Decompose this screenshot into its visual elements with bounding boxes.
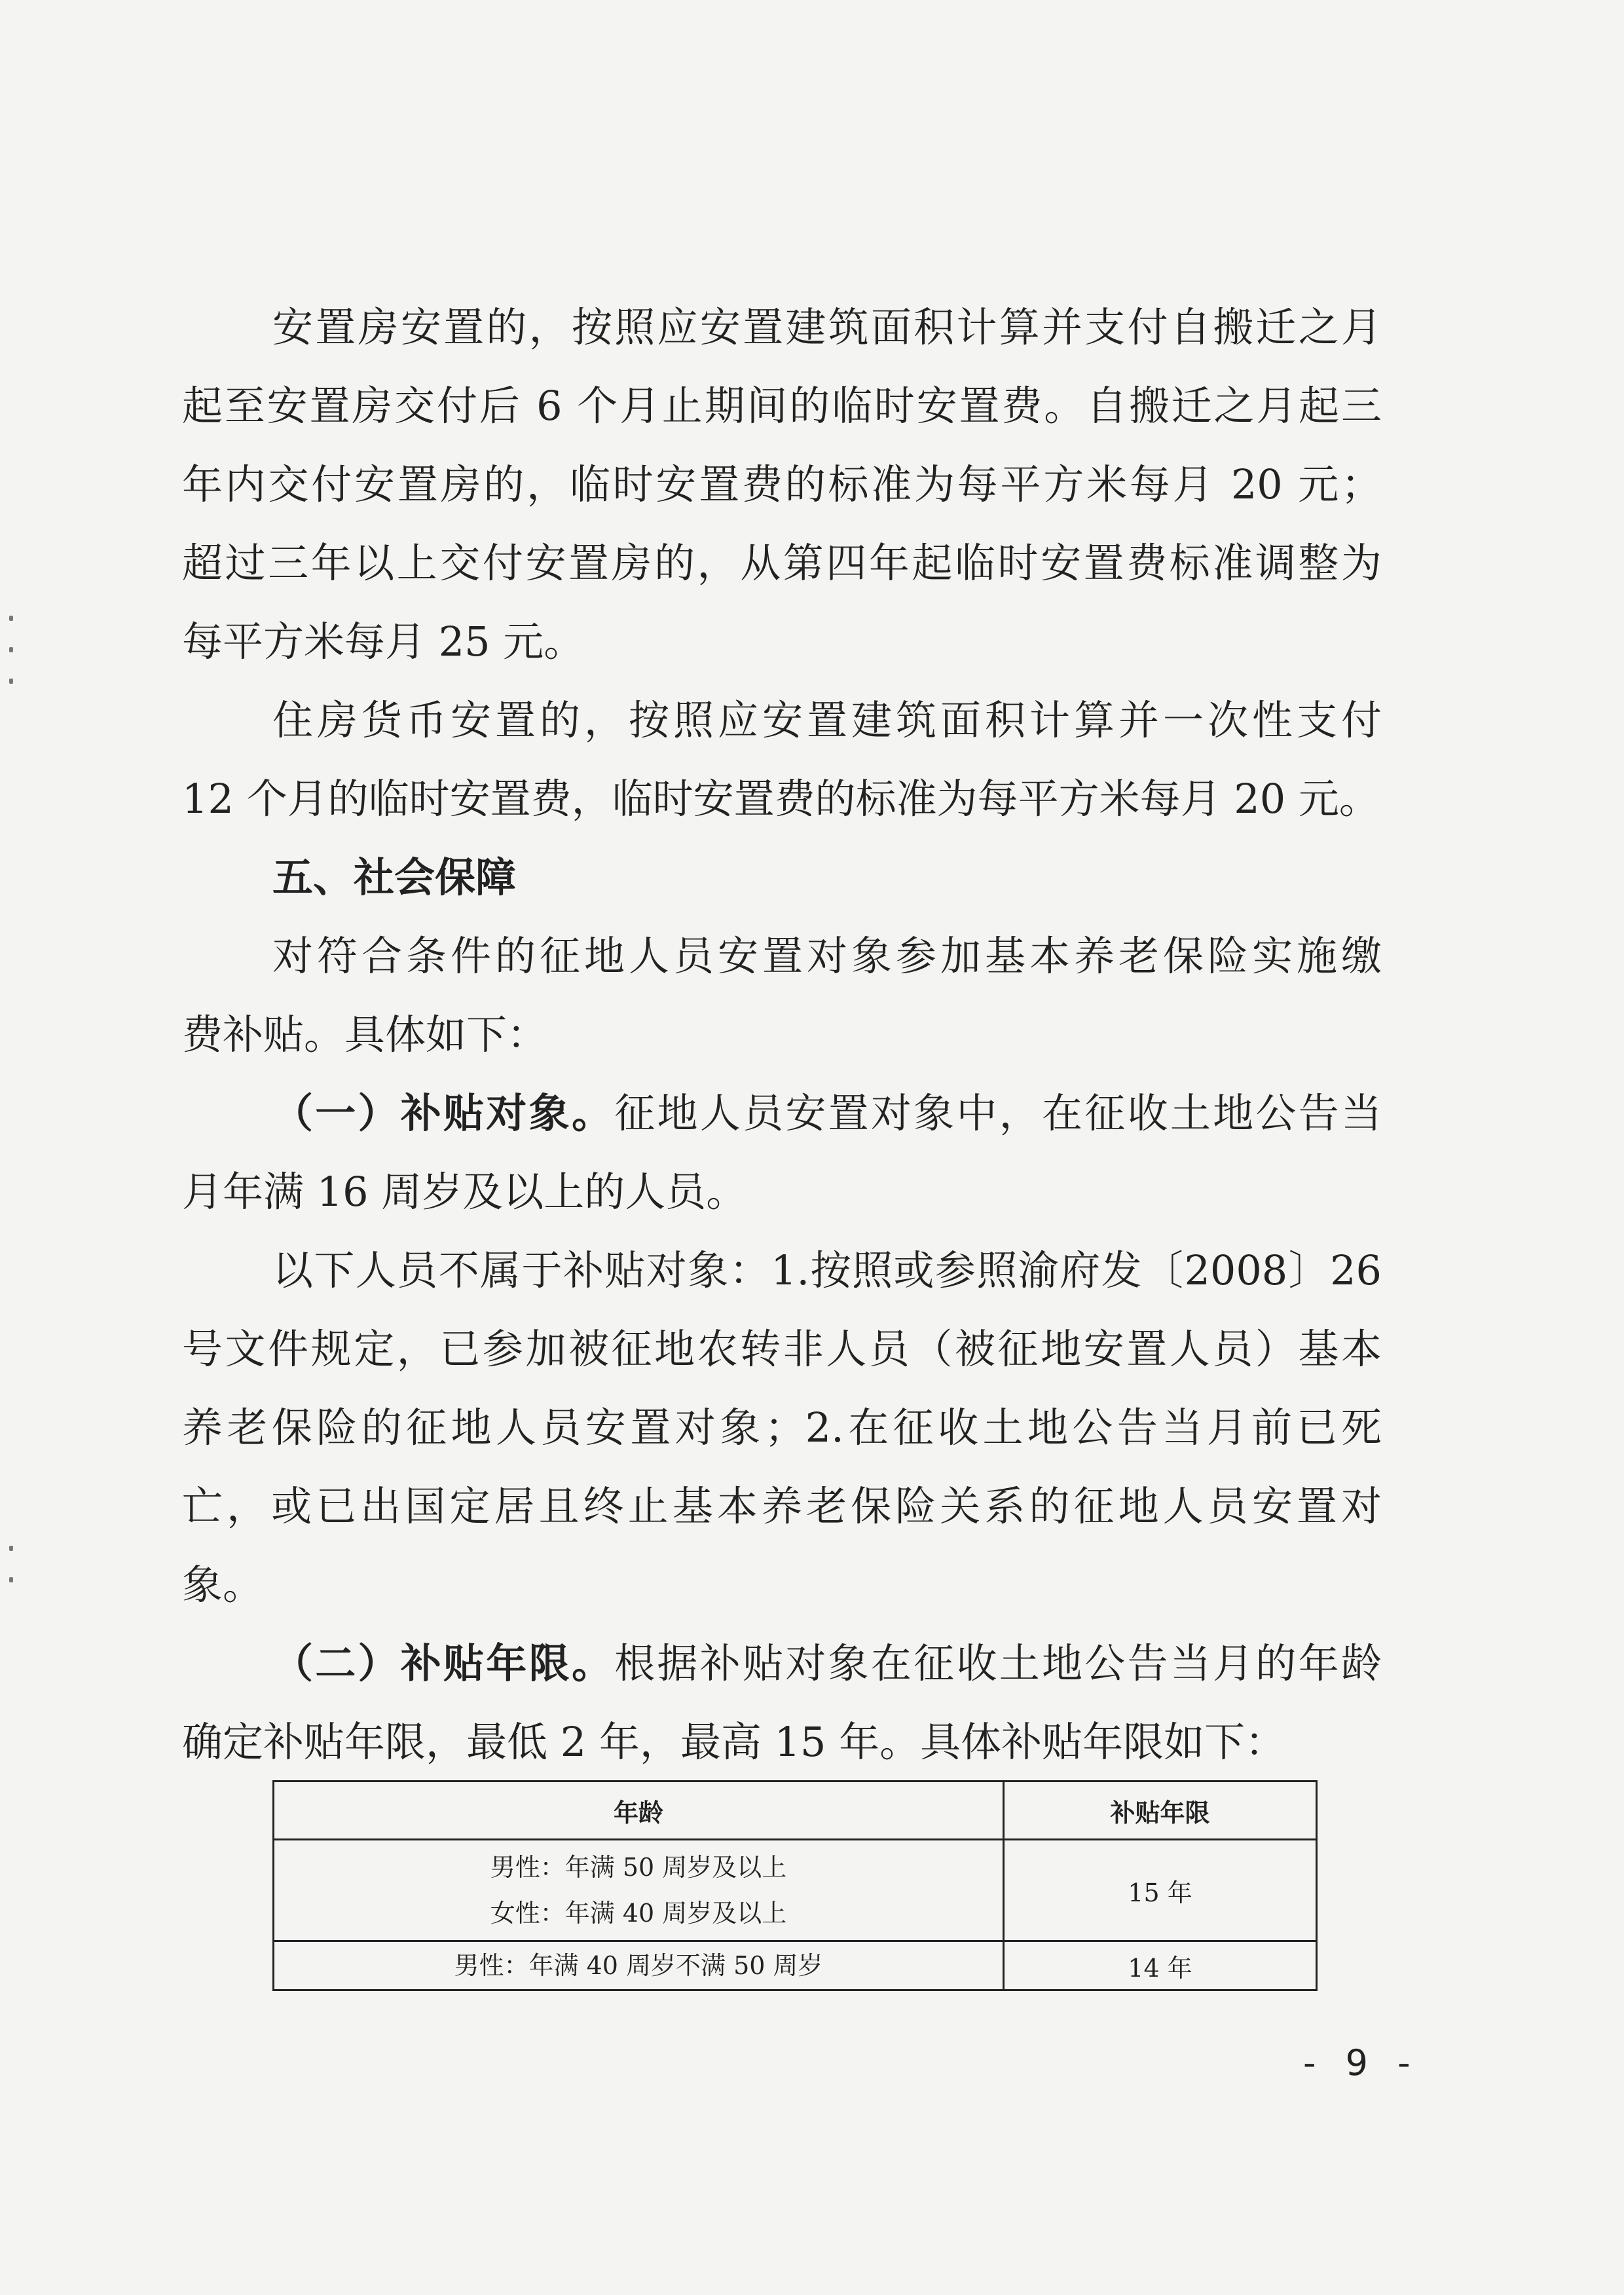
cell-age — [274, 1840, 1004, 1941]
text-line: 号文件规定，已参加被征地农转非人员（被征地安置人员）基本 — [182, 1325, 1382, 1373]
text-line: 以下人员不属于补贴对象：1.按照或参照渝府发〔2008〕26 — [272, 1246, 1382, 1294]
table-row — [274, 1941, 1317, 1990]
text-line — [182, 1074, 1382, 1153]
header-subsidy-years: 补贴年限 — [1004, 1782, 1317, 1840]
scan-mark — [9, 1577, 13, 1582]
text-run: 征地人员安置对象中，在征收土地公告当 — [614, 1089, 1382, 1137]
text-line: 起至安置房交付后 6 个月止期间的临时安置费。自搬迁之月起三 — [182, 382, 1382, 430]
text-line: 对符合条件的征地人员安置对象参加基本养老保险实施缴 — [272, 932, 1382, 980]
scan-mark — [9, 1546, 13, 1551]
subsidy-years-table — [272, 1780, 1318, 1991]
page-number: - 9 - — [1303, 2042, 1420, 2083]
paragraph-subsidy-targets — [182, 1074, 1382, 1231]
text-line: 确定补贴年限，最低 2 年，最高 15 年。具体补贴年限如下： — [182, 1718, 1286, 1766]
cell-line: 男性：年满 50 周岁及以上 — [490, 1853, 787, 1882]
subheading-subsidy-targets: （一）补贴对象。 — [272, 1089, 615, 1137]
paragraph-subsidy-years — [182, 1624, 1382, 1782]
text-line: 安置房安置的，按照应安置建筑面积计算并支付自搬迁之月 — [272, 303, 1382, 351]
text-line: 住房货币安置的，按照应安置建筑面积计算并一次性支付 — [272, 696, 1382, 744]
scan-mark — [9, 679, 13, 684]
paragraph-resettlement-housing — [182, 288, 1382, 681]
cell-line: 男性：年满 40 周岁不满 50 周岁 — [454, 1951, 823, 1980]
table-header-row — [274, 1782, 1317, 1840]
text-run: 根据补贴对象在征收土地公告当月的年龄 — [614, 1639, 1382, 1687]
cell-line: 女性：年满 40 周岁及以上 — [490, 1899, 787, 1928]
text-line: 超过三年以上交付安置房的，从第四年起临时安置费标准调整为 — [182, 539, 1382, 587]
text-line: 每平方米每月 25 元。 — [182, 618, 585, 665]
text-line: 12 个月的临时安置费，临时安置费的标准为每平方米每月 20 元。 — [182, 775, 1380, 823]
subheading-subsidy-years: （二）补贴年限。 — [272, 1639, 615, 1687]
text-line: 月年满 16 周岁及以上的人员。 — [182, 1168, 747, 1216]
scan-mark — [9, 616, 13, 621]
cell-age — [274, 1941, 1004, 1990]
text-line: 费补贴。具体如下： — [182, 1011, 548, 1058]
text-line: 亡，或已出国定居且终止基本养老保险关系的征地人员安置对 — [182, 1482, 1382, 1530]
text-line: 年内交付安置房的，临时安置费的标准为每平方米每月 20 元； — [182, 460, 1382, 508]
section-heading-social-security: 五、社会保障 — [272, 853, 517, 901]
text-line: 养老保险的征地人员安置对象；2.在征收土地公告当月前已死 — [182, 1404, 1382, 1451]
text-line — [182, 1624, 1382, 1703]
cell-years: 14 年 — [1004, 1941, 1317, 1990]
paragraph-monetary-resettlement — [182, 681, 1382, 838]
scan-mark — [9, 647, 13, 652]
scan-margin-marks — [9, 1546, 16, 1609]
scan-margin-marks — [9, 616, 16, 710]
table-row — [274, 1840, 1317, 1941]
paragraph-excluded-persons — [182, 1231, 1382, 1624]
text-line: 象。 — [182, 1561, 264, 1609]
document-body — [182, 288, 1382, 1782]
header-age: 年龄 — [274, 1782, 1004, 1840]
cell-years: 15 年 — [1004, 1840, 1317, 1941]
paragraph-subsidy-intro — [182, 917, 1382, 1074]
